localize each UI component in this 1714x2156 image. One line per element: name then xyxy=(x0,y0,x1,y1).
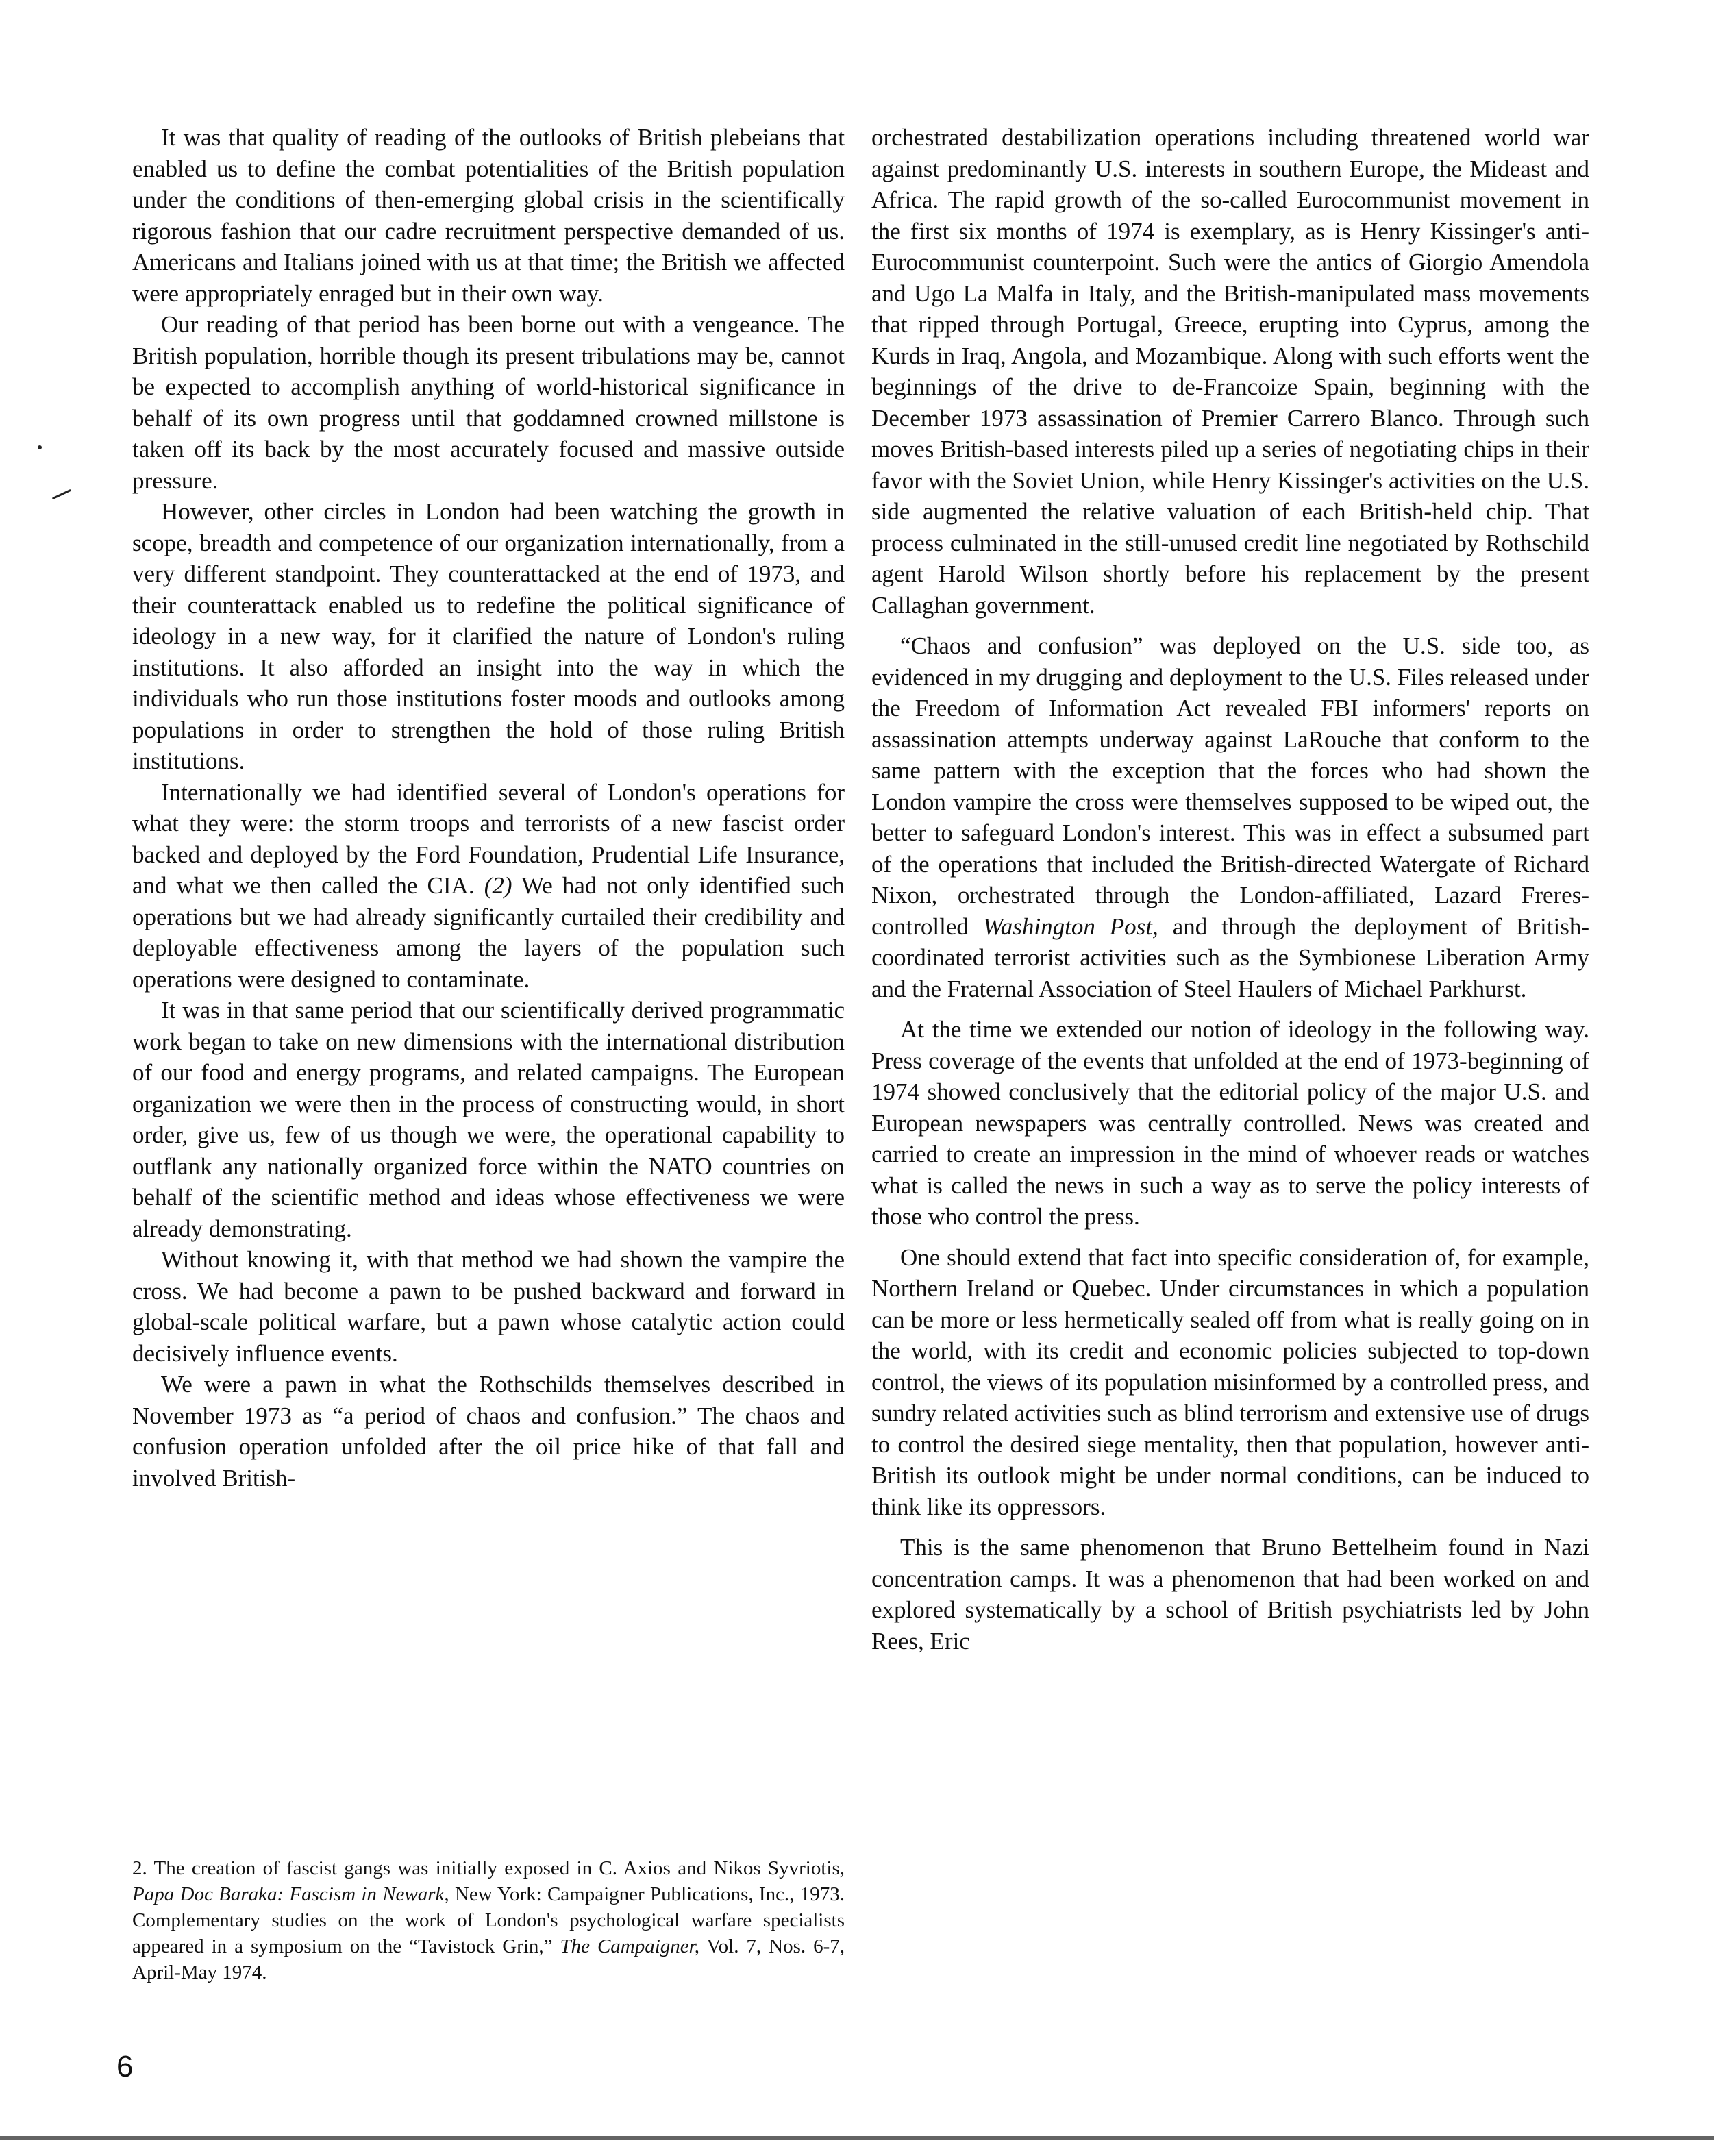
paragraph-text: Internationally we had identified several of London's operations for what they were: the storm troops and terrorists of a new fascist order backed and deployed by the Ford Foundation, Prudential Life Insurance, and what we then called the CIA. xyxy=(132,778,845,899)
right-column xyxy=(871,122,1589,1666)
paragraph: orchestrated destabilization operations including threatened world war against predominantly U.S. interests in southern Europe, the Mideast and Africa. The rapid growth of the so-called Eurocommunist movement in the first six months of 1974 is exemplary, as is Henry Kissinger's anti-Eurocommunist counterpoint. Such were the antics of Giorgio Amendola and Ugo La Malfa in Italy, and the British-manipulated mass movements that ripped through Portugal, Greece, erupting into Cyprus, among the Kurds in Iraq, Angola, and Mozambique. Along with such efforts went the beginnings of the drive to de-Francoize Spain, beginning with the December 1973 assassination of Premier Carrero Blanco. Through such moves British-based interests piled up a series of negotiating chips in their favor with the Soviet Union, while Henry Kissinger's activities on the U.S. side augmented the relative valuation of each British-held chip. That process culminated in the still-unused credit line negotiated by Rothschild agent Harold Wilson shortly before his replacement by the present Callaghan government. xyxy=(871,124,1589,619)
paragraph: Without knowing it, with that method we had shown the vampire the cross. We had become a pawn to be pushed backward and forward in global-scale political warfare, but a pawn whose catalytic action could decisively influence events. xyxy=(132,1246,845,1367)
scan-speck xyxy=(52,489,71,499)
scan-edge-mark xyxy=(0,2136,1714,2140)
footnote-journal-title: The Campaigner, xyxy=(560,1935,699,1957)
paragraph: It was in that same period that our scientifically derived programmatic work began to take on new dimensions with the international distribution of our food and energy programs, and related campaigns. The European organization we were then in the process of constructing would, in short order, give us, few of us though we were, the operational capability to outflank any nationally organized force within the NATO countries on behalf of the scientific method and ideas whose effectiveness we were already demonstrating. xyxy=(132,997,845,1242)
page-number: 6 xyxy=(116,2050,134,2083)
paragraph-text: “Chaos and confusion” was deployed on the U.S. side too, as evidenced in my drugging and deployment to the U.S. Files released under the Freedom of Information Act revealed FBI informers' reports on assassination attempts underway against LaRouche that conform to the same pattern with the exception that the forces who had shown the London vampire the cross were themselves supposed to be wiped out, the better to safeguard London's interest. This was in effect a subsumed part of the operations that included the British-directed Watergate of Richard Nixon, orchestrated through the London-affiliated, Lazard Freres-controlled xyxy=(871,632,1589,940)
paragraph: However, other circles in London had been watching the growth in scope, breadth and competence of our organization internationally, from a very different standpoint. They counterattacked at the end of 1973, and their counterattack enabled us to redefine the political significance of ideology in a new way, for it clarified the nature of London's ruling institutions. It also afforded an insight into the way in which the individuals who run those institutions foster moods and outlooks among populations in order to strengthen the hold of those ruling British institutions. xyxy=(132,498,845,774)
left-column xyxy=(132,122,845,1494)
footnote-segment: 2. The creation of fascist gangs was initially exposed in C. Axios and Nikos Syvriotis, xyxy=(132,1857,845,1879)
paragraph xyxy=(132,777,845,995)
paragraph-text: and through the deployment of British-coordinated terrorist activities such as the Symbionese Liberation Army and the Fraternal Association of Steel Haulers of Michael Parkhurst. xyxy=(871,913,1589,1002)
footnote xyxy=(132,1855,845,1985)
paragraph-text: We had not only identified such operations but we had already significantly curtailed their credibility and deployable effectiveness among the layers of the population such operations were designed to contaminate. xyxy=(132,872,845,993)
footnote-text xyxy=(132,1855,845,1985)
paragraph: Our reading of that period has been borne out with a vengeance. The British population, horrible though its present tribulations may be, cannot be expected to accomplish anything of world-historical significance in behalf of its own progress until that goddamned crowned millstone is taken off its back by the most accurately focused and massive outside pressure. xyxy=(132,311,845,494)
footnote-segment: New York: Campaigner Publications, Inc., 1973. Complementary studies on the work of London's psychological warfare specialists appeared in a symposium on the “Tavistock Grin,” xyxy=(132,1883,845,1957)
footnote-book-title: Papa Doc Baraka: Fascism in Newark, xyxy=(132,1883,449,1905)
footnote-reference: (2) xyxy=(484,872,512,899)
footnote-segment: Vol. 7, Nos. 6-7, April-May 1974. xyxy=(132,1935,845,1983)
scan-speck xyxy=(38,445,42,449)
newspaper-title: Washington Post, xyxy=(982,913,1158,940)
paragraph: We were a pawn in what the Rothschilds themselves described in November 1973 as “a period of chaos and confusion.” The chaos and confusion operation unfolded after the oil price hike of that fall and involved British- xyxy=(132,1371,845,1491)
paragraph: At the time we extended our notion of ideology in the following way. Press coverage of the events that unfolded at the end of 1973-beginning of 1974 showed conclusively that the editorial policy of the major U.S. and European newspapers was centrally controlled. News was created and carried to create an impression in the mind of whoever reads or watches what is called the news in such a way as to serve the policy interests of those who control the press. xyxy=(871,1016,1589,1230)
paragraph: One should extend that fact into specific consideration of, for example, Northern Ireland or Quebec. Under circumstances in which a population can be more or less hermetically sealed off from what is really going on in the world, with its credit and economic policies subjected to top-down control, the views of its population misinformed by a controlled press, and sundry related activities such as blind terrorism and extensive use of drugs to control the desired siege mentality, then that population, however anti-British its outlook might be under normal conditions, can be induced to think like its oppressors. xyxy=(871,1243,1589,1520)
paragraph: It was that quality of reading of the outlooks of British plebeians that enabled us to define the combat potentialities of the British population under the conditions of then-emerging global crisis in the scientifically rigorous fashion that our cadre recruitment perspective demanded of us. Americans and Italians joined with us at that time; the British we affected were appropriately enraged but in their own way. xyxy=(132,124,845,307)
paragraph xyxy=(871,630,1589,1004)
paragraph: This is the same phenomenon that Bruno Bettelheim found in Nazi concentration camps. It was a phenomenon that had been worked on and explored systematically by a school of British psychiatrists led by John Rees, Eric xyxy=(871,1534,1589,1655)
